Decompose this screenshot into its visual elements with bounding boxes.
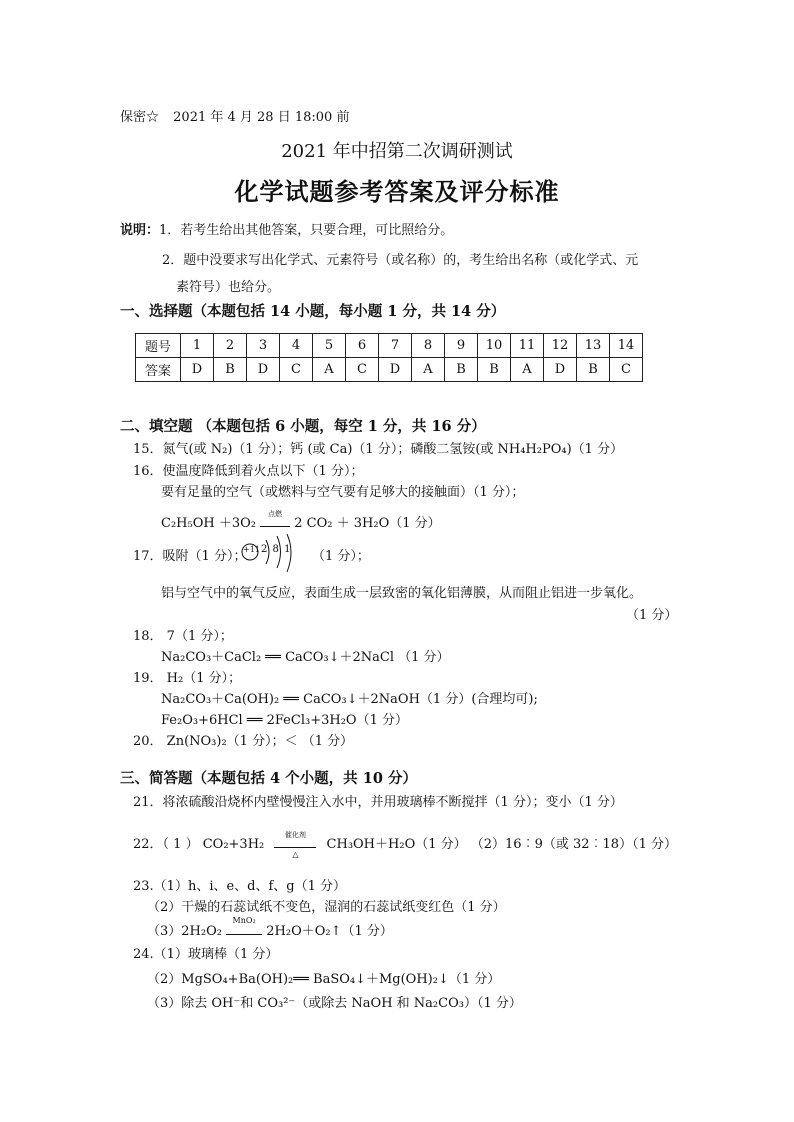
table-cell: 1 [181,334,214,358]
table-cell: B [478,358,511,382]
table-cell: D [544,358,577,382]
table-cell: 3 [247,334,280,358]
catalyst-label: 催化剂 [284,831,306,839]
table-cell: C [280,358,313,382]
q22-left: 22．（ 1 ） CO₂+3H₂ [133,837,265,852]
note-2a: 2．题中没要求写出化学式、元素符号（或名称）的，考生给出名称（或化学式、元 [162,253,639,268]
choice-answer-table [135,333,643,382]
table-cell: 5 [313,334,346,358]
table-cell: C [610,358,643,382]
table-cell: 9 [445,334,478,358]
catalyst-label: MnO₂ [232,916,256,925]
q18-equation: Na₂CO₃＋CaCl₂ ══ CaCO₃↓＋2NaCl （1 分） [161,650,450,665]
q20-line: 20． Zn(NO₃)₂（1 分）；＜ （1 分） [133,734,354,749]
q24-line-1: 24.（1）玻璃棒（1 分） [133,947,279,962]
note-1: 1．若考生给出其他答案，只要合理，可比照给分。 [159,223,454,238]
notes-line-1 [120,219,453,238]
q17-explanation: 铝与空气中的氧气反应，表面生成一层致密的氧化铝薄膜，从而阻止铝进一步氧化。 [161,586,643,601]
table-cell: B [577,358,610,382]
table-cell: 11 [511,334,544,358]
table-cell: A [412,358,445,382]
q15-line: 15．氮气(或 N₂)（1 分）；钙 (或 Ca)（1 分）；磷酸二氢铵(或 NH₄H₂PO₄)（1 分） [133,442,624,457]
q16-line-2: 要有足量的空气（或燃料与空气要有足够大的接触面）（1 分）； [161,485,525,500]
q23-line-2: （2）干燥的石蕊试纸不变色，湿润的石蕊试纸变红色（1 分） [147,900,506,915]
q23-line-1: 23.（1）h、i、e、d、f、g（1 分） [133,879,347,894]
section-choice-heading: 一、选择题（本题包括 14 小题，每小题 1 分，共 14 分） [120,303,506,320]
q24-line-3: （3）除去 OH⁻和 CO₃²⁻（或除去 NaOH 和 Na₂CO₃）（1 分） [147,996,522,1011]
table-cell: 13 [577,334,610,358]
section-short-heading: 三、简答题（本题包括 4 个小题，共 10 分） [120,770,417,787]
q17-line-1 [133,545,246,564]
equation-left: C₂H₅OH ＋3O₂ [161,516,256,531]
q16-line-1: 16．使温度降低到着火点以下（1 分）； [133,464,364,479]
q22-right: CH₃OH＋H₂O（1 分） （2）16︰9（或 32︰18）（1 分） [326,837,677,852]
equation-right: 2 CO₂ ＋ 3H₂O（1 分） [294,516,441,531]
reaction-condition [226,916,262,935]
table-row [136,334,643,358]
reaction-condition [260,510,290,527]
table-row [136,358,643,382]
row-label-number: 题号 [136,334,181,358]
atom-structure-icon [240,532,300,582]
table-cell: C [346,358,379,382]
q17-score: （1 分）； [312,549,370,564]
table-cell: B [445,358,478,382]
condition-label: 点燃 [268,510,283,518]
section-fill-heading: 二、填空题 （本题包括 6 小题，每空 1 分，共 16 分） [120,418,486,435]
table-cell: A [511,358,544,382]
q23-line-3 [147,916,393,939]
table-cell: 7 [379,334,412,358]
deadline: 2021 年 4 月 28 日 18:00 前 [173,110,350,125]
confidential-header [120,106,349,125]
reaction-line [260,526,290,527]
table-cell: 8 [412,334,445,358]
nucleus-charge: +11 [243,545,260,554]
note-2b: 素符号）也给分。 [176,280,281,295]
secret-mark: 保密☆ [120,110,160,125]
document-title: 化学试题参考答案及评分标准 [234,177,560,206]
reaction-line [226,934,262,935]
table-cell: 2 [214,334,247,358]
q16-equation [161,512,441,531]
table-cell: D [379,358,412,382]
table-cell: B [214,358,247,382]
table-cell: D [181,358,214,382]
reaction-condition [274,831,316,859]
table-cell: 10 [478,334,511,358]
q23-left: （3）2H₂O₂ [147,924,222,939]
q23-right: 2H₂O＋O₂↑（1 分） [266,924,393,939]
table-cell: A [313,358,346,382]
q22-line [133,831,677,859]
notes-label: 说明： [120,223,160,238]
table-cell: 14 [610,334,643,358]
q19-equation-1: Na₂CO₃＋Ca(OH)₂ ══ CaCO₃↓＋2NaOH（1 分）(合理均可); [161,692,538,707]
q19-line-1: 19． H₂（1 分）； [133,671,242,686]
exam-title: 2021 年中招第二次调研测试 [281,141,513,162]
table-cell: 4 [280,334,313,358]
q17-answer: 17．吸附（1 分）； [133,549,247,564]
sodium-atom-structure-diagram [240,532,300,582]
q19-equation-2: Fe₂O₃+6HCl ══ 2FeCl₃+3H₂O（1 分） [161,713,408,728]
reaction-line [274,847,316,848]
q24-line-2: （2）MgSO₄+Ba(OH)₂══ BaSO₄↓＋Mg(OH)₂↓（1 分） [147,972,501,987]
q18-line-1: 18． 7（1 分）； [133,629,233,644]
row-label-answer: 答案 [136,358,181,382]
table-cell: 12 [544,334,577,358]
table-cell: 6 [346,334,379,358]
q21-line: 21．将浓硫酸沿烧杯内壁慢慢注入水中，并用玻璃棒不断搅拌（1 分）；变小（1 分） [133,795,623,810]
heat-label: △ [292,850,299,859]
table-cell: D [247,358,280,382]
q17-explanation-score: （1 分） [626,608,678,623]
electron-shells: 2 8 1 [261,544,291,555]
